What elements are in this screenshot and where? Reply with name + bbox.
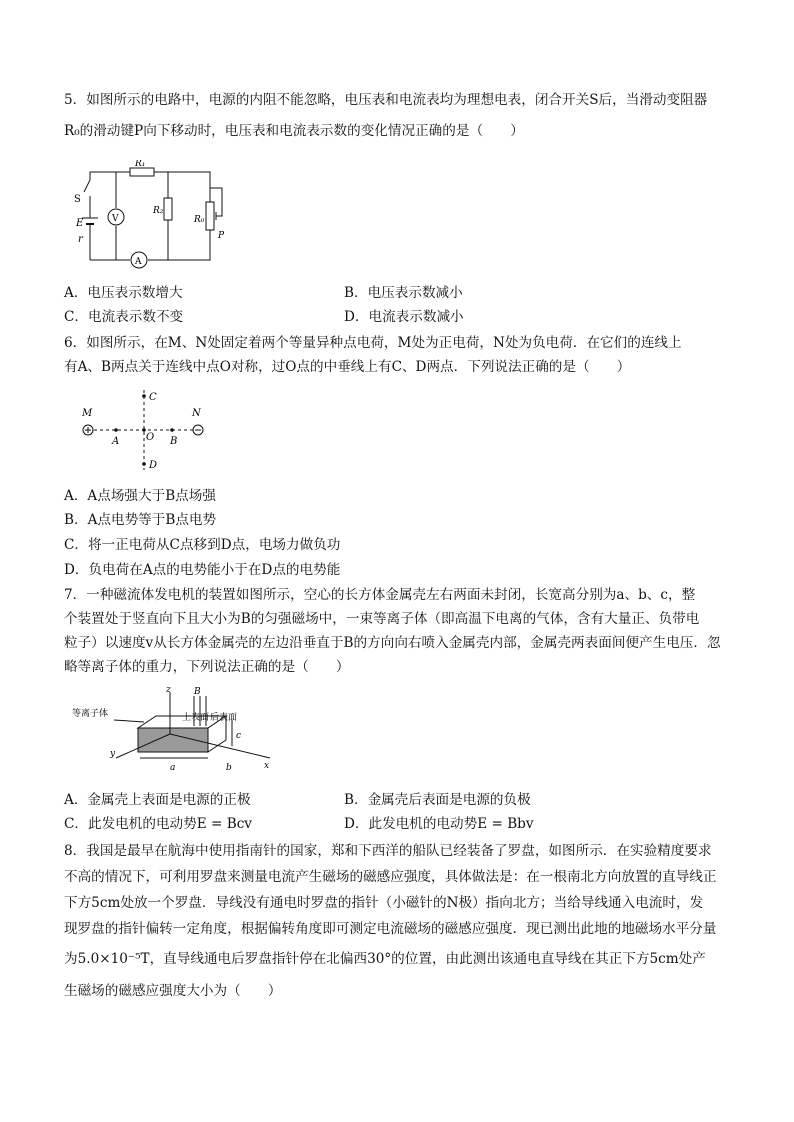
q7-fig-label-back: 后表面 (210, 713, 238, 723)
q5-stem-line-2: R₀的滑动键P向下移动时，电压表和电流表示数的变化情况正确的是（ ） (64, 123, 524, 139)
q5-option-b: B．电压表示数减小 (344, 285, 463, 301)
q8-stem-line-3: 下方5cm处放一个罗盘．导线没有通电时罗盘的指针（小磁针的N极）指向北方；当给导线通入电流时，发 (64, 895, 704, 911)
q7-fig-label-a: a (170, 763, 176, 773)
q7-fig-label-y: y (110, 749, 116, 759)
q5-fig-label-R2: R₂ (153, 206, 164, 216)
q5-fig-label-V: V (112, 214, 119, 224)
q5-fig-label-r: r (78, 234, 83, 245)
q6-stem-line-1: 6．如图所示，在M、N处固定着两个等量异种点电荷，M处为正电荷，N处为负电荷．在它们的连线上 (64, 335, 682, 351)
q6-fig-label-C: C (149, 392, 157, 403)
q6-fig-label-M: M (82, 408, 93, 419)
q7-option-a: A．金属壳上表面是电源的正极 (64, 792, 251, 808)
q7-stem-line-3: 粒子）以速度v从长方体金属壳的左边沿垂直于B的方向向右喷入金属壳内部，金属壳两表面间便产生电压．忽 (64, 635, 721, 651)
q5-fig-label-A: A (135, 257, 142, 267)
q7-generator-diagram (70, 686, 290, 778)
q8-stem-line-1: 8．我国是最早在航海中使用指南针的国家，郑和下西洋的船队已经装备了罗盘，如图所示．在实验精度要求 (64, 843, 712, 859)
q5-fig-label-R0: R₀ (194, 215, 205, 225)
q5-fig-label-S: S (74, 194, 81, 205)
q5-stem-line-1: 5．如图所示的电路中，电源的内阻不能忽略，电压表和电流表均为理想电表，闭合开关S后，当滑动变阻器 (64, 92, 708, 108)
q5-fig-label-E: E (76, 218, 84, 229)
q5-option-d: D．电流表示数减小 (344, 309, 464, 325)
q7-stem-line-2: 个装置处于竖直向下且大小为B的匀强磁场中，一束等离子体（即高温下电离的气体，含有大量正、负带电 (64, 611, 700, 627)
q6-option-a: A．A点场强大于B点场强 (64, 488, 216, 504)
q7-fig-label-c: c (236, 731, 242, 741)
q7-option-c: C．此发电机的电动势E = Bcv (64, 816, 252, 832)
q6-stem-line-2: 有A、B两点关于连线中点O对称，过O点的中垂线上有C、D两点．下列说法正确的是（ ） (64, 359, 631, 375)
q6-fig-label-A: A (112, 436, 120, 447)
q7-fig-label-B: B (194, 687, 201, 697)
q8-stem-line-5: 为5.0×10⁻⁵T，直导线通电后罗盘指针停在北偏西30°的位置，由此测出该通电直导线在其正下方5cm处产 (64, 951, 706, 967)
q7-fig-label-plasma: 等离子体 (72, 709, 109, 719)
q6-option-c: C．将一正电荷从C点移到D点，电场力做负功 (64, 537, 341, 553)
q7-fig-label-b: b (226, 763, 232, 773)
q8-stem-line-6: 生磁场的磁感应强度大小为（ ） (64, 983, 282, 999)
q7-stem-line-1: 7．一种磁流体发电机的装置如图所示，空心的长方体金属壳左右两面未封闭，长宽高分别为a、b、c，整 (64, 587, 696, 603)
q6-option-d: D．负电荷在A点的电势能小于在D点的电势能 (64, 562, 341, 578)
q5-option-c: C．电流表示数不变 (64, 309, 184, 325)
q7-option-d: D．此发电机的电动势E = Bbv (344, 816, 534, 832)
q8-stem-line-2: 不高的情况下，可利用罗盘来测量电流产生磁场的磁感应强度，具体做法是：在一根南北方向放置的直导线正 (64, 869, 717, 885)
q7-fig-label-z: z (166, 686, 171, 695)
q6-option-b: B．A点电势等于B点电势 (64, 512, 217, 528)
q8-stem-line-4: 现罗盘的指针偏转一定角度，根据偏转角度即可测定电流磁场的磁感应强度．现已测出此地的地磁场水平分量 (64, 921, 717, 937)
q7-fig-label-top: 上表面 (182, 713, 210, 723)
q5-circuit-diagram (70, 160, 250, 272)
q6-fig-label-N: N (192, 408, 201, 419)
q5-option-a: A．电压表示数增大 (64, 285, 183, 301)
q6-charge-diagram (76, 384, 226, 476)
q7-option-b: B．金属壳后表面是电源的负极 (344, 792, 531, 808)
q7-stem-line-4: 略等离子体的重力，下列说法正确的是（ ） (64, 659, 350, 675)
q7-fig-label-x: x (264, 761, 270, 771)
q5-fig-label-P: P (218, 231, 225, 241)
q5-fig-label-R1: R₁ (135, 160, 146, 169)
q6-fig-label-D: D (149, 460, 158, 471)
q6-fig-label-O: O (146, 432, 155, 443)
q6-fig-label-B: B (170, 436, 178, 447)
